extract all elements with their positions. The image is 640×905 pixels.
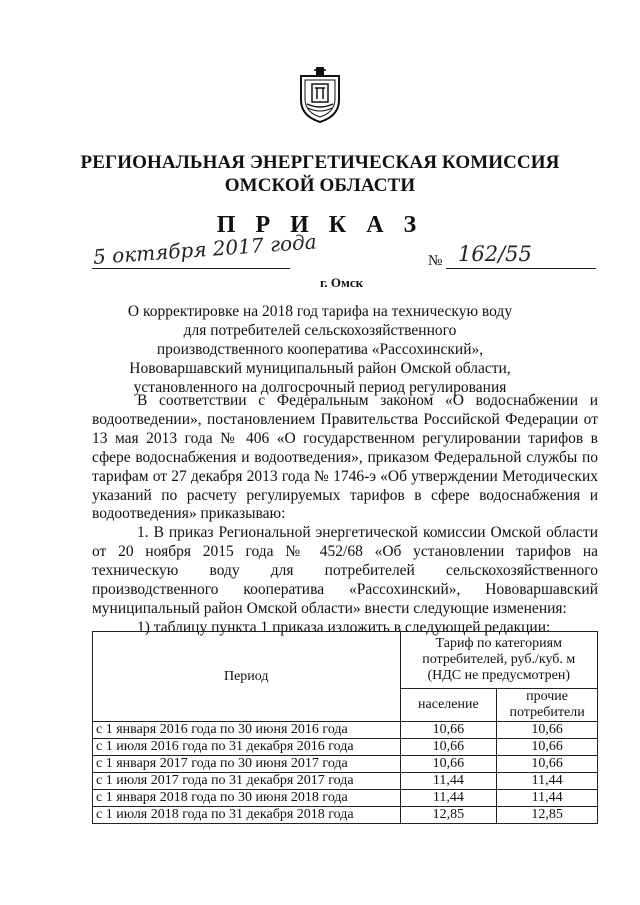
body-paragraph-3: 1) таблицу пункта 1 приказа изложить в следующей редакции: xyxy=(137,618,551,636)
document-subject: О корректировке на 2018 год тарифа на техническую воду для потребителей сельскохозяйственного производственного кооператива «Рассохинский», Нововаршавский муниципальный район Омской области, установленного на долгосрочный период регулирования xyxy=(127,303,513,396)
table-row xyxy=(93,773,598,790)
tariff-table xyxy=(92,631,598,824)
other-tariff-cell: 11,44 xyxy=(497,773,598,790)
population-tariff-cell: 11,44 xyxy=(400,790,497,807)
period-cell: с 1 июля 2017 года по 31 декабря 2017 года xyxy=(93,773,401,790)
number-underline xyxy=(446,268,596,269)
handwritten-date: 5 октября 2017 года xyxy=(92,229,318,269)
body-paragraph-2: 1. В приказ Региональной энергетической комиссии Омской области от 20 ноября 2015 года № 452/68 «Об установлении тарифов на техническую воду для потребителей сельскохозяйственного производственного кооператива «Рассохинский», Нововаршавский муниципальный район Омской области» внести следующие изменения: xyxy=(92,524,598,617)
other-tariff-cell: 10,66 xyxy=(497,722,598,739)
date-underline xyxy=(92,268,290,269)
population-tariff-cell: 10,66 xyxy=(400,756,497,773)
organization-name: РЕГИОНАЛЬНАЯ ЭНЕРГЕТИЧЕСКАЯ КОМИССИЯ xyxy=(80,152,560,173)
period-cell: с 1 января 2016 года по 30 июня 2016 года xyxy=(93,722,401,739)
period-cell: с 1 июля 2016 года по 31 декабря 2016 года xyxy=(93,739,401,756)
number-label: № xyxy=(428,253,443,269)
table-row xyxy=(93,790,598,807)
city-label: г. Омск xyxy=(320,275,364,290)
document-type-title: П Р И К А З xyxy=(216,212,424,238)
document-body xyxy=(92,392,598,638)
period-cell: с 1 января 2018 года по 30 июня 2018 года xyxy=(93,790,401,807)
column-header-tariff: Тариф по категориям потребителей, руб./куб. м (НДС не предусмотрен) xyxy=(400,632,597,689)
period-cell: с 1 января 2017 года по 30 июня 2017 года xyxy=(93,756,401,773)
period-cell: с 1 июля 2018 года по 31 декабря 2018 года xyxy=(93,807,401,824)
population-tariff-cell: 12,85 xyxy=(400,807,497,824)
coat-of-arms-icon xyxy=(297,66,343,124)
organization-region: ОМСКОЙ ОБЛАСТИ xyxy=(224,175,416,196)
body-paragraph-1: В соответствии с Федеральным законом «О водоснабжении и водоотведении», постановлением Правительства Российской Федерации от 13 мая 2013 года № 406 «О государственном регулировании тарифов в сфере водоснабжения и водоотведения», приказом Федеральной службы по тарифам от 27 декабря 2013 года № 1746-э «Об утверждении Методических указаний по расчету регулируемых тарифов в сфере водоснабжения и водоотведения» приказываю: xyxy=(92,392,598,523)
population-tariff-cell: 11,44 xyxy=(400,773,497,790)
other-tariff-cell: 10,66 xyxy=(497,756,598,773)
table-row xyxy=(93,756,598,773)
other-tariff-cell: 10,66 xyxy=(497,739,598,756)
handwritten-number: 162/55 xyxy=(458,242,532,266)
table-row xyxy=(93,807,598,824)
column-header-population: население xyxy=(400,689,497,722)
table-row xyxy=(93,739,598,756)
other-tariff-cell: 11,44 xyxy=(497,790,598,807)
column-header-other: прочие потребители xyxy=(497,689,598,722)
population-tariff-cell: 10,66 xyxy=(400,739,497,756)
population-tariff-cell: 10,66 xyxy=(400,722,497,739)
table-row xyxy=(93,722,598,739)
column-header-period: Период xyxy=(93,632,401,722)
other-tariff-cell: 12,85 xyxy=(497,807,598,824)
